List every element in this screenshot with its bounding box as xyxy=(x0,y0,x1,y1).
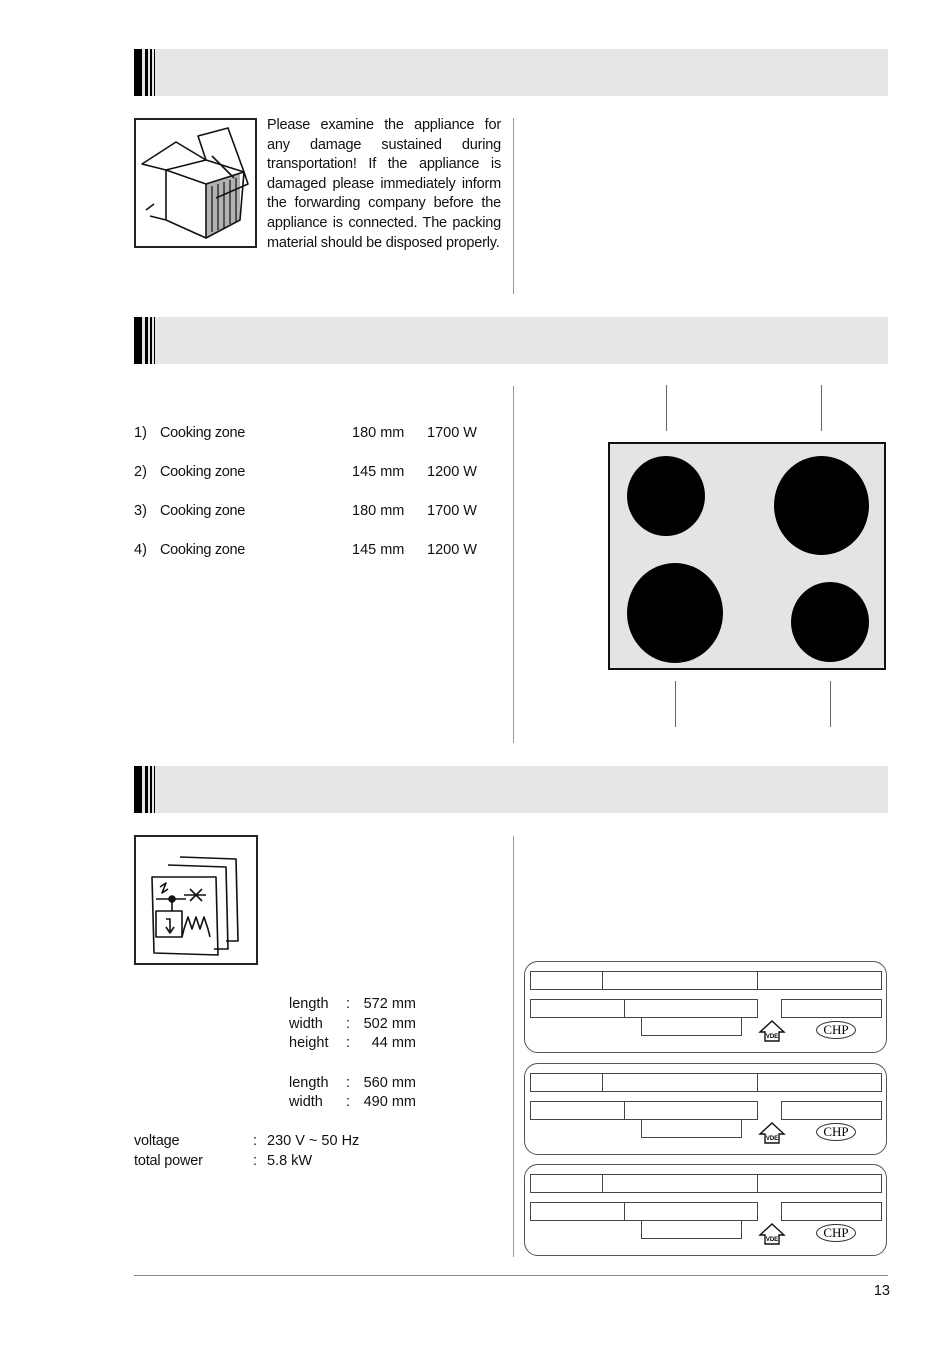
plate-field xyxy=(781,1202,882,1221)
vde-mark-icon xyxy=(758,1121,786,1145)
callout-line xyxy=(666,385,667,431)
plate-field xyxy=(641,1119,742,1138)
zone-name: Cooking zone xyxy=(160,464,246,480)
plate-field xyxy=(530,999,625,1018)
dimension-separator: : xyxy=(346,996,351,1012)
electrical-separator: : xyxy=(253,1153,258,1169)
zone-number: 1) xyxy=(134,425,147,441)
hob-diagram xyxy=(608,442,886,670)
column-divider xyxy=(513,386,514,743)
zone-name: Cooking zone xyxy=(160,542,246,558)
zone-diameter: 145 mm xyxy=(352,542,405,558)
callout-line xyxy=(830,681,831,727)
zone-power: 1700 W xyxy=(427,425,477,441)
zone-number: 2) xyxy=(134,464,147,480)
plate-field xyxy=(757,1174,882,1193)
rating-plate xyxy=(524,1164,887,1256)
vde-mark-text: VDE xyxy=(765,1034,779,1040)
plate-field xyxy=(602,971,758,990)
section-header-2 xyxy=(134,317,888,364)
dimension-separator: : xyxy=(346,1094,351,1110)
zone-power: 1200 W xyxy=(427,542,477,558)
electrical-label: voltage xyxy=(134,1133,180,1149)
dimension-value: 490 mm xyxy=(363,1094,416,1110)
electrical-label: total power xyxy=(134,1153,203,1169)
box-icon xyxy=(134,118,257,248)
plate-field xyxy=(530,1202,625,1221)
dimension-value: 44 mm xyxy=(371,1035,416,1051)
plate-field xyxy=(530,1101,625,1120)
dimension-value: 572 mm xyxy=(363,996,416,1012)
zone-diameter: 180 mm xyxy=(352,425,405,441)
hotplate xyxy=(627,563,723,663)
dimension-separator: : xyxy=(346,1016,351,1032)
zone-power: 1700 W xyxy=(427,503,477,519)
hotplate xyxy=(774,456,869,555)
plate-field xyxy=(757,971,882,990)
dimension-label: length xyxy=(289,996,329,1012)
page-number: 13 xyxy=(873,1283,890,1299)
zone-name: Cooking zone xyxy=(160,503,246,519)
plate-field xyxy=(602,1073,758,1092)
header-stripes xyxy=(134,317,160,364)
rating-plate xyxy=(524,961,887,1053)
plate-field xyxy=(624,999,758,1018)
chp-logo: CHP xyxy=(816,1224,856,1242)
rating-plate xyxy=(524,1063,887,1155)
header-stripes xyxy=(134,766,160,813)
section-header-3 xyxy=(134,766,888,813)
vde-mark-text: VDE xyxy=(765,1136,779,1142)
unpacking-note: Please examine the appliance for any damage sustained during transportation! If the appliance is damaged please immediately inform the forwarding company before the appliance is connected. The packing material should be disposed properly. xyxy=(267,117,501,251)
plate-field xyxy=(530,971,603,990)
chp-logo: CHP xyxy=(816,1123,856,1141)
hotplate xyxy=(627,456,705,536)
hotplate xyxy=(791,582,869,662)
dimension-label: length xyxy=(289,1075,329,1091)
plate-field xyxy=(641,1017,742,1036)
section-header-1 xyxy=(134,49,888,96)
dimension-value: 502 mm xyxy=(363,1016,416,1032)
zone-number: 3) xyxy=(134,503,147,519)
header-stripes xyxy=(134,49,160,96)
vde-mark-icon xyxy=(758,1222,786,1246)
wiring-document-icon xyxy=(134,835,258,965)
plate-field xyxy=(781,1101,882,1120)
plate-field xyxy=(641,1220,742,1239)
zone-power: 1200 W xyxy=(427,464,477,480)
dimension-label: width xyxy=(289,1094,323,1110)
dimension-value: 560 mm xyxy=(363,1075,416,1091)
plate-field xyxy=(624,1101,758,1120)
electrical-value: 230 V ~ 50 Hz xyxy=(267,1133,360,1149)
callout-line xyxy=(675,681,676,727)
electrical-separator: : xyxy=(253,1133,258,1149)
cooking-zone-row xyxy=(134,503,514,523)
dimension-separator: : xyxy=(346,1075,351,1091)
zone-number: 4) xyxy=(134,542,147,558)
column-divider xyxy=(513,836,514,1257)
cooking-zone-row xyxy=(134,425,514,445)
callout-line xyxy=(821,385,822,431)
dimension-label: height xyxy=(289,1035,329,1051)
plate-field xyxy=(781,999,882,1018)
dimension-label: width xyxy=(289,1016,323,1032)
plate-field xyxy=(757,1073,882,1092)
plate-field xyxy=(624,1202,758,1221)
plate-field xyxy=(602,1174,758,1193)
electrical-value: 5.8 kW xyxy=(267,1153,313,1169)
vde-mark-icon xyxy=(758,1019,786,1043)
cooking-zone-row xyxy=(134,464,514,484)
column-divider xyxy=(513,118,514,294)
plate-field xyxy=(530,1174,603,1193)
zone-diameter: 145 mm xyxy=(352,464,405,480)
cooking-zone-row xyxy=(134,542,514,562)
chp-logo: CHP xyxy=(816,1021,856,1039)
vde-mark-text: VDE xyxy=(765,1237,779,1243)
dimension-separator: : xyxy=(346,1035,351,1051)
plate-field xyxy=(530,1073,603,1092)
footer-rule xyxy=(134,1275,888,1276)
zone-diameter: 180 mm xyxy=(352,503,405,519)
zone-name: Cooking zone xyxy=(160,425,246,441)
